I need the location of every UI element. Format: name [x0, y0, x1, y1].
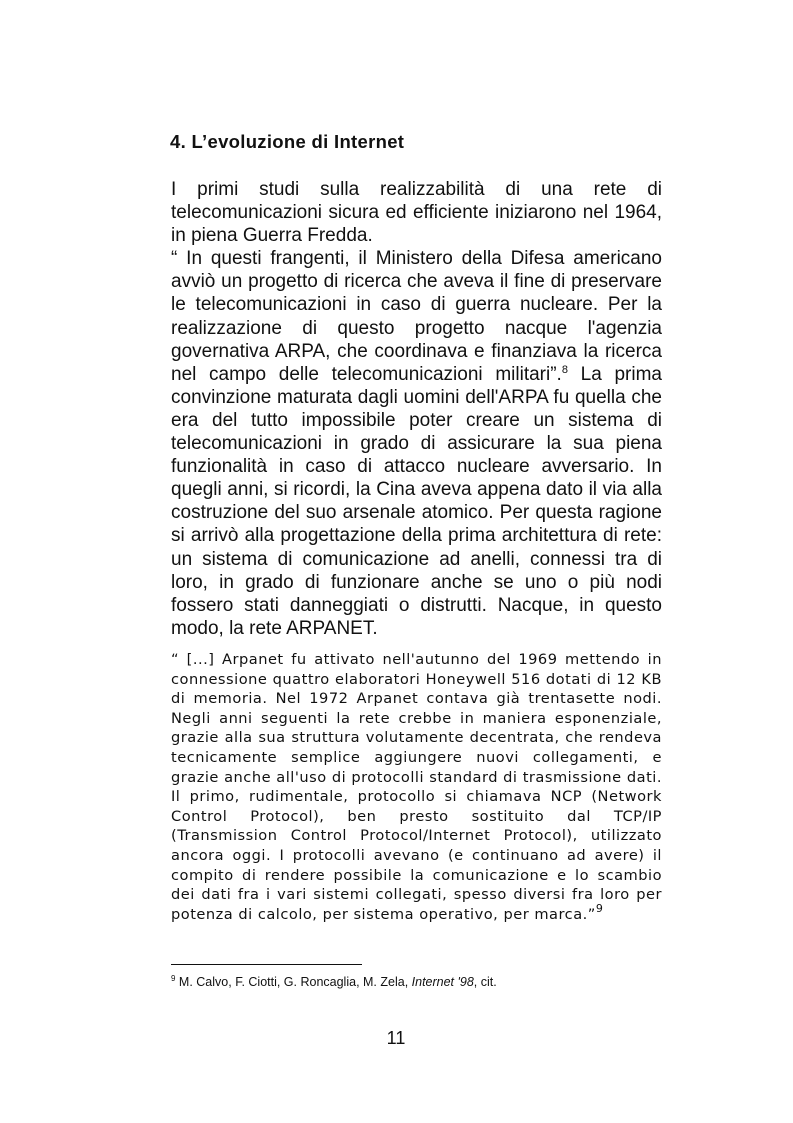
- footnote: [171, 974, 662, 990]
- block-quote: [171, 650, 662, 924]
- block-quote-text: “ [...] Arpanet fu attivato nell'autunno del 1969 mettendo in connessione quattro elaboratori Honeywell 516 dotati di 12 KB di memoria. Nel 1972 Arpanet contava già trentasette nodi. Negli anni seguenti la rete crebbe in maniera esponenziale, grazie alla sua struttura volutamente decentrata, che rendeva tecnicamente semplice aggiungere nuovi collegamenti, e grazie anche all'uso di protocolli standard di trasmissione dati. Il primo, rudimentale, protocollo si chiamava NCP (Network Control Protocol), ben presto sostituito dal TCP/IP (Transmission Control Protocol/Internet Protocol), utilizzato ancora oggi. I protocolli avevano (e continuano ad avere) il compito di rendere possibile la comunicazione e lo scambio dei dati fra i vari sistemi collegati, spesso diversi fra loro per potenza di calcolo, per sistema operativo, per marca.”: [171, 651, 662, 923]
- footnote-authors: M. Calvo, F. Ciotti, G. Roncaglia, M. Zela,: [175, 975, 412, 989]
- footnote-ref-9: 9: [595, 901, 604, 915]
- paragraph-2: [171, 247, 662, 640]
- footnote-ref-8: 8: [561, 363, 568, 376]
- section-heading: 4. L’evoluzione di Internet: [170, 131, 405, 152]
- paragraph-1: I primi studi sulla realizzabilità di una rete di telecomunicazioni sicura ed efficiente iniziarono nel 1964, in piena Guerra Fredda.: [171, 179, 662, 247]
- footnote-divider: [171, 964, 362, 965]
- paragraph-2-part-1: “ In questi frangenti, il Ministero della Difesa americano avviò un progetto di ricerca che aveva il fine di preservare le telecomunicazioni in caso di guerra nucleare. Per la realizzazione di questo progetto nacque l'agenzia governativa ARPA, che coordinava e finanziava la ricerca nel campo delle telecomunicazioni militari”.: [171, 248, 662, 385]
- footnote-suffix: , cit.: [473, 975, 497, 989]
- footnote-work-title: Internet '98: [411, 975, 474, 989]
- paragraph-2-part-2: La prima convinzione maturata dagli uomini dell'ARPA fu quella che era del tutto impossibile poter creare un sistema di telecomunicazioni in grado di assicurare la sua piena funzionalità in caso di attacco nucleare avversario. In quegli anni, si ricordi, la Cina aveva appena dato il via alla costruzione del suo arsenale atomico. Per questa ragione si arrivò alla progettazione della prima architettura di rete: un sistema di comunicazione ad anelli, connessi tra di loro, in grado di funzionare anche se uno o più nodi fossero stati danneggiati o distrutti. Nacque, in questo modo, la rete ARPANET.: [171, 363, 662, 639]
- footnote-number: 9: [171, 974, 176, 983]
- body-text: [171, 178, 662, 640]
- page-number: 11: [386, 1028, 406, 1048]
